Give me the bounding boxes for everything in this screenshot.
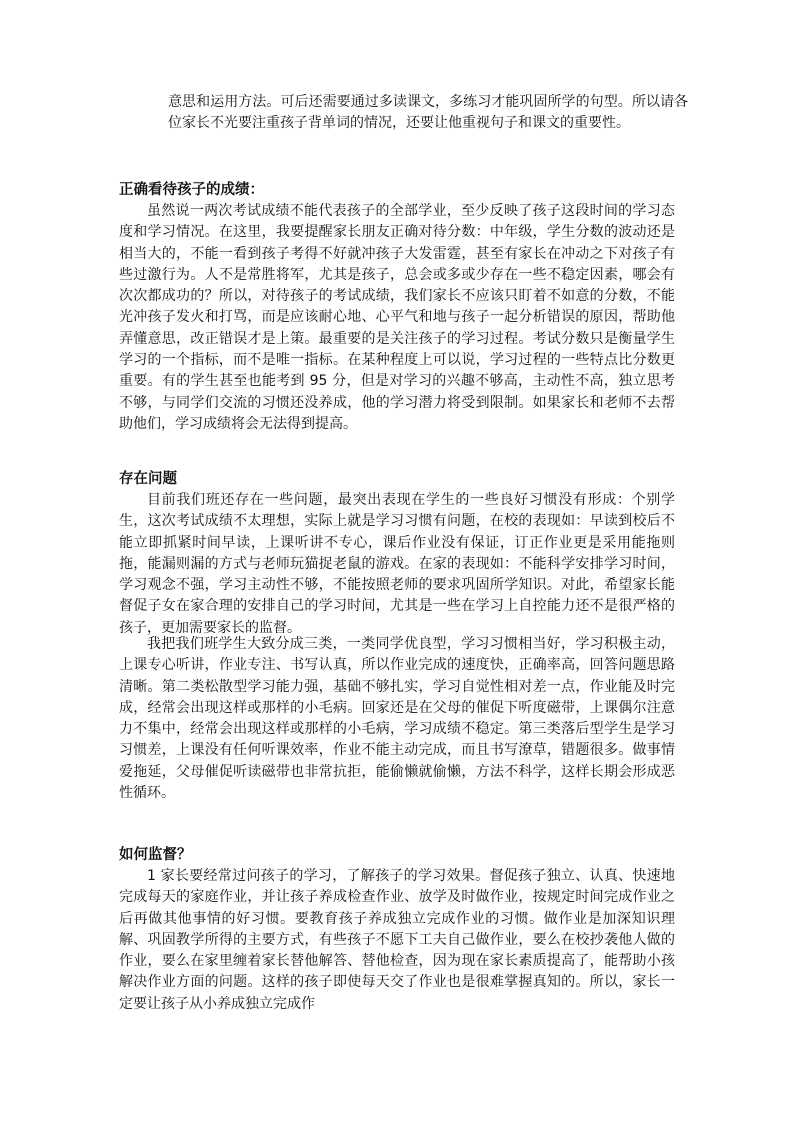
section-heading-problems: 存在问题: [119, 471, 177, 487]
section-paragraph-grades: 虽然说一两次考试成绩不能代表孩子的全部学业，至少反映了孩子这段时间的学习态度和学习情况。在这里，我要提醒家长朋友正确对待分数：中年级，学生分数的波动还是相当大的，不能一看到孩子考得不好就冲孩子大发雷霆，甚至有家长在冲动之下对孩子有些过激行为。人不是常胜将军，尤其是孩子，总会或多或少存在一些不稳定因素，哪会有次次都成功的？所以，对待孩子的考试成绩，我们家长不应该只盯着不如意的分数，不能光冲孩子发火和打骂，而是应该耐心地、心平气和地与孩子一起分析错误的原因，帮助他弄懂意思，改正错误才是上策。最重要的是关注孩子的学习过程。考试分数只是衡量学生学习的一个指标，而不是唯一指标。在某种程度上可以说，学习过程的一些特点比分数更重要。有的学生甚至也能考到 95 分，但是对学习的兴趣不够高，主动性不高，独立思考不够，与同学们交流的习惯还没养成，他的学习潜力将受到限制。如果家长和老师不去帮助他们，学习成绩将会无法得到提高。: [119, 203, 675, 432]
section-heading-supervision: 如何监督？: [119, 847, 192, 863]
section-paragraph-problems-1: 目前我们班还存在一些问题，最突出表现在学生的一些良好习惯没有形成：个别学生，这次考试成绩不太理想，实际上就是学习习惯有问题，在校的表现如：早读到校后不能立即抓紧时间早读，上课听讲不专心，课后作业没有保证，订正作业更是采用能拖则拖，能漏则漏的方式与老师玩猫捉老鼠的游戏。在家的表现如：不能科学安排学习时间，学习观念不强，学习主动性不够，不能按照老师的要求巩固所学知识。对此，希望家长能督促子女在家合理的安排自己的学习时间，尤其是一些在学习上自控能力还不是很严格的孩子，更加需要家长的监督。: [119, 492, 675, 636]
intro-paragraph: 意思和运用方法。可后还需要通过多读课文，多练习才能巩固所学的句型。所以请各位家长不光要注重孩子背单词的情况，还要让他重视句子和课文的重要性。: [168, 94, 688, 132]
section-paragraph-problems-2: 我把我们班学生大致分成三类，一类同学优良型，学习习惯相当好，学习积极主动，上课专心听讲，作业专注、书写认真，所以作业完成的速度快，正确率高，回答问题思路清晰。第二类松散型学习能力强，基础不够扎实，学习自觉性相对差一点，作业能及时完成，经常会出现这样或那样的小毛病。回家还是在父母的催促下听度磁带，上课偶尔注意力不集中，经常会出现这样或那样的小毛病，学习成绩不稳定。第三类落后型学生是学习习惯差，上课没有任何听课效率，作业不能主动完成，而且书写潦草，错题很多。做事情爱拖延，父母催促听读磁带也非常抗拒，能偷懒就偷懒，方法不科学，这样长期会形成恶性循环。: [119, 636, 675, 802]
section-heading-grades: 正确看待孩子的成绩：: [119, 182, 264, 198]
section-paragraph-supervision: 1 家长要经常过问孩子的学习，了解孩子的学习效果。督促孩子独立、认真、快速地完成每天的家庭作业，并让孩子养成检查作业、放学及时做作业，按规定时间完成作业之后再做其他事情的好习惯。要教育孩子养成独立完成作业的习惯。做作业是加深知识理解、巩固教学所得的主要方式，有些孩子不愿下工夫自己做作业，要么在校抄袭他人做的作业，要么在家里缠着家长替他解答、替他检查，因为现在家长素质提高了，能帮助小孩解决作业方面的问题。这样的孩子即使每天交了作业也是很难掌握真知的。所以，家长一定要让孩子从小养成独立完成作: [119, 868, 675, 1012]
